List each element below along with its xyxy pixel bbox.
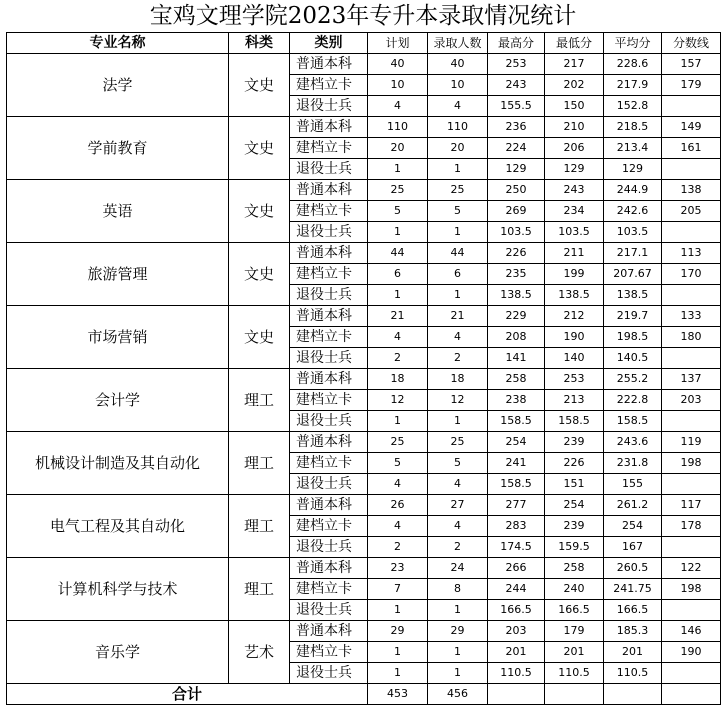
max-cell: 208 xyxy=(488,327,545,348)
min-cell: 179 xyxy=(545,621,604,642)
plan-cell: 4 xyxy=(368,474,428,495)
subject-cell: 艺术 xyxy=(229,621,290,684)
max-cell: 226 xyxy=(488,243,545,264)
max-cell: 241 xyxy=(488,453,545,474)
min-cell: 212 xyxy=(545,306,604,327)
subject-cell: 理工 xyxy=(229,432,290,495)
min-cell: 199 xyxy=(545,264,604,285)
admitted-cell: 24 xyxy=(428,558,488,579)
cutoff-cell: 138 xyxy=(662,180,721,201)
plan-cell: 25 xyxy=(368,180,428,201)
avg-cell: 254 xyxy=(604,516,662,537)
min-cell: 254 xyxy=(545,495,604,516)
admitted-cell: 1 xyxy=(428,642,488,663)
min-cell: 226 xyxy=(545,453,604,474)
cutoff-cell: 178 xyxy=(662,516,721,537)
max-cell: 283 xyxy=(488,516,545,537)
min-cell: 190 xyxy=(545,327,604,348)
min-cell: 206 xyxy=(545,138,604,159)
category-cell: 普通本科 xyxy=(290,243,368,264)
admitted-cell: 18 xyxy=(428,369,488,390)
admitted-cell: 40 xyxy=(428,54,488,75)
cutoff-cell xyxy=(662,96,721,117)
cutoff-cell xyxy=(662,537,721,558)
category-cell: 退役士兵 xyxy=(290,663,368,684)
avg-cell: 155 xyxy=(604,474,662,495)
category-cell: 退役士兵 xyxy=(290,411,368,432)
cutoff-cell: 198 xyxy=(662,579,721,600)
category-cell: 普通本科 xyxy=(290,306,368,327)
plan-cell: 4 xyxy=(368,96,428,117)
total-label: 合计 xyxy=(7,684,368,705)
category-cell: 退役士兵 xyxy=(290,96,368,117)
min-cell: 243 xyxy=(545,180,604,201)
avg-cell: 222.8 xyxy=(604,390,662,411)
table-row xyxy=(7,432,721,453)
min-cell: 240 xyxy=(545,579,604,600)
cutoff-cell xyxy=(662,222,721,243)
plan-cell: 1 xyxy=(368,411,428,432)
min-cell: 129 xyxy=(545,159,604,180)
category-cell: 退役士兵 xyxy=(290,285,368,306)
category-cell: 退役士兵 xyxy=(290,600,368,621)
plan-cell: 26 xyxy=(368,495,428,516)
header-admitted: 录取人数 xyxy=(428,33,488,54)
major-name-cell: 会计学 xyxy=(7,369,229,432)
plan-cell: 6 xyxy=(368,264,428,285)
max-cell: 155.5 xyxy=(488,96,545,117)
avg-cell: 255.2 xyxy=(604,369,662,390)
min-cell: 239 xyxy=(545,516,604,537)
min-cell: 159.5 xyxy=(545,537,604,558)
cutoff-cell: 146 xyxy=(662,621,721,642)
plan-cell: 1 xyxy=(368,285,428,306)
major-name-cell: 旅游管理 xyxy=(7,243,229,306)
cutoff-cell xyxy=(662,348,721,369)
cutoff-cell: 205 xyxy=(662,201,721,222)
plan-cell: 12 xyxy=(368,390,428,411)
admitted-cell: 1 xyxy=(428,411,488,432)
subject-cell: 文史 xyxy=(229,306,290,369)
subject-cell: 文史 xyxy=(229,243,290,306)
admitted-cell: 4 xyxy=(428,96,488,117)
admitted-cell: 1 xyxy=(428,159,488,180)
min-cell: 210 xyxy=(545,117,604,138)
total-empty-max xyxy=(488,684,545,705)
plan-cell: 20 xyxy=(368,138,428,159)
min-cell: 253 xyxy=(545,369,604,390)
header-category: 类别 xyxy=(290,33,368,54)
cutoff-cell: 137 xyxy=(662,369,721,390)
plan-cell: 5 xyxy=(368,453,428,474)
max-cell: 236 xyxy=(488,117,545,138)
avg-cell: 166.5 xyxy=(604,600,662,621)
avg-cell: 242.6 xyxy=(604,201,662,222)
avg-cell: 243.6 xyxy=(604,432,662,453)
cutoff-cell: 198 xyxy=(662,453,721,474)
max-cell: 158.5 xyxy=(488,411,545,432)
avg-cell: 103.5 xyxy=(604,222,662,243)
admitted-cell: 20 xyxy=(428,138,488,159)
plan-cell: 2 xyxy=(368,537,428,558)
max-cell: 103.5 xyxy=(488,222,545,243)
subject-cell: 理工 xyxy=(229,495,290,558)
min-cell: 202 xyxy=(545,75,604,96)
category-cell: 建档立卡 xyxy=(290,264,368,285)
plan-cell: 21 xyxy=(368,306,428,327)
admitted-cell: 110 xyxy=(428,117,488,138)
plan-cell: 44 xyxy=(368,243,428,264)
header-plan: 计划 xyxy=(368,33,428,54)
avg-cell: 185.3 xyxy=(604,621,662,642)
header-cutoff: 分数线 xyxy=(662,33,721,54)
table-row xyxy=(7,117,721,138)
major-name-cell: 英语 xyxy=(7,180,229,243)
avg-cell: 129 xyxy=(604,159,662,180)
min-cell: 140 xyxy=(545,348,604,369)
max-cell: 110.5 xyxy=(488,663,545,684)
max-cell: 238 xyxy=(488,390,545,411)
avg-cell: 218.5 xyxy=(604,117,662,138)
avg-cell: 260.5 xyxy=(604,558,662,579)
category-cell: 普通本科 xyxy=(290,621,368,642)
admitted-cell: 12 xyxy=(428,390,488,411)
cutoff-cell: 149 xyxy=(662,117,721,138)
cutoff-cell: 203 xyxy=(662,390,721,411)
admitted-cell: 4 xyxy=(428,327,488,348)
max-cell: 229 xyxy=(488,306,545,327)
admitted-cell: 1 xyxy=(428,222,488,243)
avg-cell: 110.5 xyxy=(604,663,662,684)
cutoff-cell: 113 xyxy=(662,243,721,264)
min-cell: 151 xyxy=(545,474,604,495)
avg-cell: 207.67 xyxy=(604,264,662,285)
admitted-cell: 2 xyxy=(428,348,488,369)
avg-cell: 213.4 xyxy=(604,138,662,159)
avg-cell: 217.1 xyxy=(604,243,662,264)
admitted-cell: 29 xyxy=(428,621,488,642)
cutoff-cell xyxy=(662,411,721,432)
admitted-cell: 1 xyxy=(428,663,488,684)
max-cell: 258 xyxy=(488,369,545,390)
max-cell: 244 xyxy=(488,579,545,600)
min-cell: 166.5 xyxy=(545,600,604,621)
max-cell: 277 xyxy=(488,495,545,516)
admitted-cell: 10 xyxy=(428,75,488,96)
category-cell: 普通本科 xyxy=(290,369,368,390)
cutoff-cell: 117 xyxy=(662,495,721,516)
cutoff-cell: 170 xyxy=(662,264,721,285)
category-cell: 建档立卡 xyxy=(290,75,368,96)
plan-cell: 5 xyxy=(368,201,428,222)
category-cell: 普通本科 xyxy=(290,180,368,201)
admitted-cell: 21 xyxy=(428,306,488,327)
header-min: 最低分 xyxy=(545,33,604,54)
category-cell: 建档立卡 xyxy=(290,642,368,663)
max-cell: 174.5 xyxy=(488,537,545,558)
total-empty-cutoff xyxy=(662,684,721,705)
category-cell: 普通本科 xyxy=(290,117,368,138)
avg-cell: 198.5 xyxy=(604,327,662,348)
admitted-cell: 5 xyxy=(428,201,488,222)
admitted-cell: 4 xyxy=(428,516,488,537)
category-cell: 普通本科 xyxy=(290,54,368,75)
table-row xyxy=(7,306,721,327)
cutoff-cell xyxy=(662,663,721,684)
avg-cell: 140.5 xyxy=(604,348,662,369)
total-admitted: 456 xyxy=(428,684,488,705)
min-cell: 213 xyxy=(545,390,604,411)
subject-cell: 理工 xyxy=(229,558,290,621)
cutoff-cell: 180 xyxy=(662,327,721,348)
table-row xyxy=(7,243,721,264)
plan-cell: 1 xyxy=(368,663,428,684)
max-cell: 138.5 xyxy=(488,285,545,306)
category-cell: 建档立卡 xyxy=(290,390,368,411)
category-cell: 退役士兵 xyxy=(290,222,368,243)
plan-cell: 4 xyxy=(368,516,428,537)
admitted-cell: 44 xyxy=(428,243,488,264)
avg-cell: 167 xyxy=(604,537,662,558)
admitted-cell: 8 xyxy=(428,579,488,600)
min-cell: 138.5 xyxy=(545,285,604,306)
category-cell: 建档立卡 xyxy=(290,327,368,348)
max-cell: 203 xyxy=(488,621,545,642)
min-cell: 110.5 xyxy=(545,663,604,684)
plan-cell: 7 xyxy=(368,579,428,600)
plan-cell: 18 xyxy=(368,369,428,390)
cutoff-cell xyxy=(662,285,721,306)
category-cell: 建档立卡 xyxy=(290,138,368,159)
cutoff-cell xyxy=(662,600,721,621)
cutoff-cell: 122 xyxy=(662,558,721,579)
table-row xyxy=(7,495,721,516)
major-name-cell: 电气工程及其自动化 xyxy=(7,495,229,558)
table-body xyxy=(7,54,721,684)
max-cell: 201 xyxy=(488,642,545,663)
avg-cell: 217.9 xyxy=(604,75,662,96)
category-cell: 普通本科 xyxy=(290,495,368,516)
max-cell: 141 xyxy=(488,348,545,369)
avg-cell: 244.9 xyxy=(604,180,662,201)
plan-cell: 2 xyxy=(368,348,428,369)
cutoff-cell xyxy=(662,159,721,180)
admission-table xyxy=(6,32,721,705)
total-empty-min xyxy=(545,684,604,705)
category-cell: 普通本科 xyxy=(290,558,368,579)
category-cell: 退役士兵 xyxy=(290,474,368,495)
table-row xyxy=(7,54,721,75)
cutoff-cell: 119 xyxy=(662,432,721,453)
table-row xyxy=(7,369,721,390)
cutoff-cell: 157 xyxy=(662,54,721,75)
category-cell: 退役士兵 xyxy=(290,159,368,180)
min-cell: 211 xyxy=(545,243,604,264)
min-cell: 201 xyxy=(545,642,604,663)
header-major: 专业名称 xyxy=(7,33,229,54)
category-cell: 建档立卡 xyxy=(290,516,368,537)
plan-cell: 110 xyxy=(368,117,428,138)
plan-cell: 4 xyxy=(368,327,428,348)
max-cell: 129 xyxy=(488,159,545,180)
avg-cell: 158.5 xyxy=(604,411,662,432)
plan-cell: 29 xyxy=(368,621,428,642)
avg-cell: 201 xyxy=(604,642,662,663)
cutoff-cell: 190 xyxy=(662,642,721,663)
subject-cell: 文史 xyxy=(229,180,290,243)
min-cell: 217 xyxy=(545,54,604,75)
subject-cell: 文史 xyxy=(229,54,290,117)
major-name-cell: 学前教育 xyxy=(7,117,229,180)
avg-cell: 228.6 xyxy=(604,54,662,75)
cutoff-cell: 161 xyxy=(662,138,721,159)
admitted-cell: 2 xyxy=(428,537,488,558)
admitted-cell: 1 xyxy=(428,600,488,621)
max-cell: 158.5 xyxy=(488,474,545,495)
min-cell: 158.5 xyxy=(545,411,604,432)
min-cell: 103.5 xyxy=(545,222,604,243)
admitted-cell: 5 xyxy=(428,453,488,474)
category-cell: 建档立卡 xyxy=(290,579,368,600)
max-cell: 243 xyxy=(488,75,545,96)
major-name-cell: 机械设计制造及其自动化 xyxy=(7,432,229,495)
avg-cell: 231.8 xyxy=(604,453,662,474)
table-row xyxy=(7,180,721,201)
cutoff-cell xyxy=(662,474,721,495)
plan-cell: 40 xyxy=(368,54,428,75)
total-empty-avg xyxy=(604,684,662,705)
avg-cell: 261.2 xyxy=(604,495,662,516)
admitted-cell: 6 xyxy=(428,264,488,285)
subject-cell: 文史 xyxy=(229,117,290,180)
max-cell: 253 xyxy=(488,54,545,75)
major-name-cell: 计算机科学与技术 xyxy=(7,558,229,621)
header-row xyxy=(7,33,721,54)
category-cell: 退役士兵 xyxy=(290,537,368,558)
admitted-cell: 25 xyxy=(428,432,488,453)
avg-cell: 152.8 xyxy=(604,96,662,117)
admitted-cell: 25 xyxy=(428,180,488,201)
plan-cell: 1 xyxy=(368,642,428,663)
max-cell: 166.5 xyxy=(488,600,545,621)
avg-cell: 219.7 xyxy=(604,306,662,327)
max-cell: 250 xyxy=(488,180,545,201)
subject-cell: 理工 xyxy=(229,369,290,432)
max-cell: 266 xyxy=(488,558,545,579)
max-cell: 254 xyxy=(488,432,545,453)
total-plan: 453 xyxy=(368,684,428,705)
max-cell: 224 xyxy=(488,138,545,159)
max-cell: 235 xyxy=(488,264,545,285)
cutoff-cell: 133 xyxy=(662,306,721,327)
header-max: 最高分 xyxy=(488,33,545,54)
min-cell: 239 xyxy=(545,432,604,453)
plan-cell: 23 xyxy=(368,558,428,579)
category-cell: 退役士兵 xyxy=(290,348,368,369)
page-title: 宝鸡文理学院2023年专升本录取情况统计 xyxy=(149,3,577,29)
header-avg: 平均分 xyxy=(604,33,662,54)
cutoff-cell: 179 xyxy=(662,75,721,96)
category-cell: 普通本科 xyxy=(290,432,368,453)
max-cell: 269 xyxy=(488,201,545,222)
admitted-cell: 27 xyxy=(428,495,488,516)
category-cell: 建档立卡 xyxy=(290,453,368,474)
plan-cell: 25 xyxy=(368,432,428,453)
plan-cell: 1 xyxy=(368,159,428,180)
header-subject: 科类 xyxy=(229,33,290,54)
major-name-cell: 音乐学 xyxy=(7,621,229,684)
total-row xyxy=(7,684,721,705)
major-name-cell: 法学 xyxy=(7,54,229,117)
avg-cell: 241.75 xyxy=(604,579,662,600)
plan-cell: 10 xyxy=(368,75,428,96)
admitted-cell: 1 xyxy=(428,285,488,306)
category-cell: 建档立卡 xyxy=(290,201,368,222)
min-cell: 258 xyxy=(545,558,604,579)
min-cell: 150 xyxy=(545,96,604,117)
table-row xyxy=(7,621,721,642)
plan-cell: 1 xyxy=(368,600,428,621)
avg-cell: 138.5 xyxy=(604,285,662,306)
plan-cell: 1 xyxy=(368,222,428,243)
min-cell: 234 xyxy=(545,201,604,222)
admitted-cell: 4 xyxy=(428,474,488,495)
major-name-cell: 市场营销 xyxy=(7,306,229,369)
table-row xyxy=(7,558,721,579)
